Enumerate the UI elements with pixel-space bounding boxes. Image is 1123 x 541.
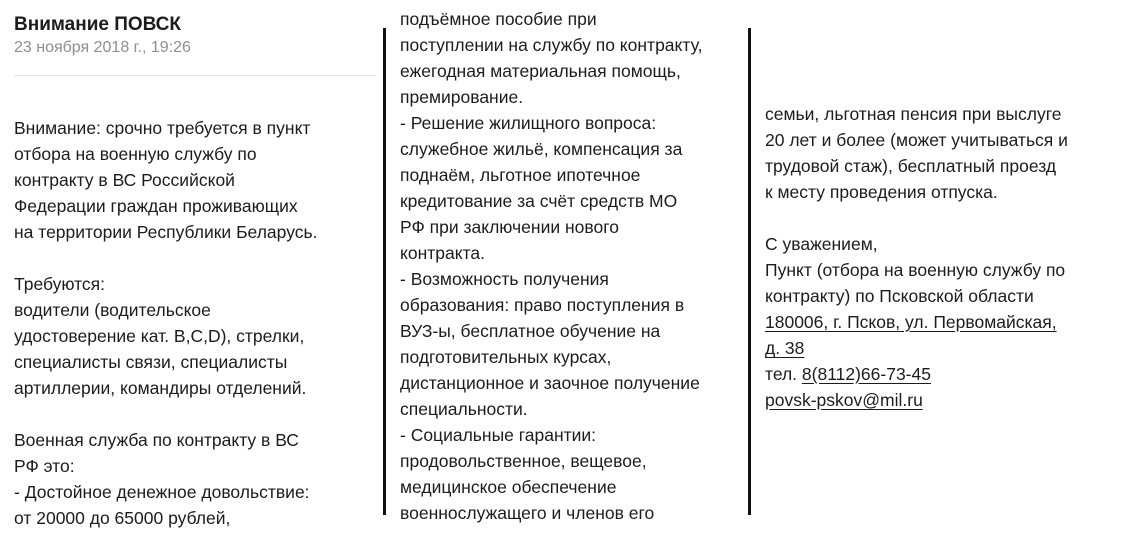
body-line: служебное жильё, компенсация за [400, 139, 683, 159]
blank-line [765, 205, 1068, 231]
sender-name: Внимание ПОВСК [14, 14, 182, 35]
body-line: специальности. [400, 399, 528, 419]
address-link-continued[interactable]: д. 38 [765, 338, 805, 358]
body-line: дистанционное и заочное получение [400, 373, 700, 393]
address-line [765, 335, 1068, 361]
body-line: РФ при заключении нового [400, 217, 619, 237]
signature-greeting: С уважением, [765, 234, 878, 254]
body-line: на территории Республики Беларусь. [14, 222, 318, 242]
body-line: трудовой стаж), бесплатный проезд [765, 156, 1057, 176]
body-line: отбора на военную службу по [14, 144, 257, 164]
body-line: контракту в ВС Российской [14, 170, 235, 190]
body-line: подъёмное пособие при [400, 9, 597, 29]
body-line: удостоверение кат. B,C,D), стрелки, [14, 326, 305, 346]
phone-label: тел. [765, 364, 802, 384]
email-line [765, 387, 1068, 413]
body-line: от 20000 до 65000 рублей, [14, 508, 231, 528]
message-panel-2 [387, 0, 748, 541]
phone-line [765, 361, 1068, 387]
body-line: Требуются: [14, 274, 106, 294]
phone-link[interactable]: 8(8112)66-73-45 [801, 364, 931, 384]
body-line: образования: право поступления в [400, 295, 685, 315]
body-line: Федерации граждан проживающих [14, 196, 298, 216]
body-line: семьи, льготная пенсия при выслуге [765, 104, 1062, 124]
body-line: ВУЗ-ы, бесплатное обучение на [400, 321, 661, 341]
address-link[interactable]: 180006, г. Псков, ул. Первомайская, [765, 312, 1057, 332]
blank-line [14, 401, 317, 427]
blank-line [14, 245, 317, 271]
body-line: Внимание: срочно требуется в пункт [14, 118, 311, 138]
body-line: специалисты связи, специалисты [14, 352, 288, 372]
body-line: медицинское обеспечение [400, 477, 617, 497]
email-link[interactable]: povsk-pskov@mil.ru [765, 390, 923, 410]
header-separator [14, 75, 376, 76]
body-line: к месту проведения отпуска. [765, 182, 998, 202]
body-line: водители (водительское [14, 300, 211, 320]
address-line [765, 309, 1068, 335]
screenshot-divider [383, 28, 386, 515]
body-line: поднаём, льготное ипотечное [400, 165, 641, 185]
signature-line: контракту) по Псковской области [765, 286, 1034, 306]
message-body-part-2 [400, 6, 702, 526]
body-line: - Достойное денежное довольствие: [14, 482, 310, 502]
body-line: РФ это: [14, 456, 75, 476]
body-line: подготовительных курсах, [400, 347, 612, 367]
message-panel-1 [0, 0, 386, 541]
body-line: - Возможность получения [400, 269, 609, 289]
body-line: военнослужащего и членов его [400, 503, 655, 523]
message-panel-3 [750, 0, 1123, 541]
body-line: артиллерии, командиры отделений. [14, 378, 307, 398]
body-line: - Социальные гарантии: [400, 425, 597, 445]
body-line: продовольственное, вещевое, [400, 451, 647, 471]
body-line: кредитование за счёт средств МО [400, 191, 678, 211]
body-line: контракта. [400, 243, 485, 263]
body-line: ежегодная материальная помощь, [400, 61, 681, 81]
body-line: Военная служба по контракту в ВС [14, 430, 299, 450]
body-line: 20 лет и более (может учитываться и [765, 130, 1068, 150]
signature-line: Пункт (отбора на военную службу по [765, 260, 1066, 280]
message-body-part-1 [14, 115, 317, 531]
body-line: поступлении на службу по контракту, [400, 35, 703, 55]
body-line: премирование. [400, 87, 524, 107]
message-date: 23 ноября 2018 г., 19:26 [14, 39, 191, 56]
body-line: - Решение жилищного вопроса: [400, 113, 657, 133]
message-body-part-3 [765, 101, 1068, 413]
